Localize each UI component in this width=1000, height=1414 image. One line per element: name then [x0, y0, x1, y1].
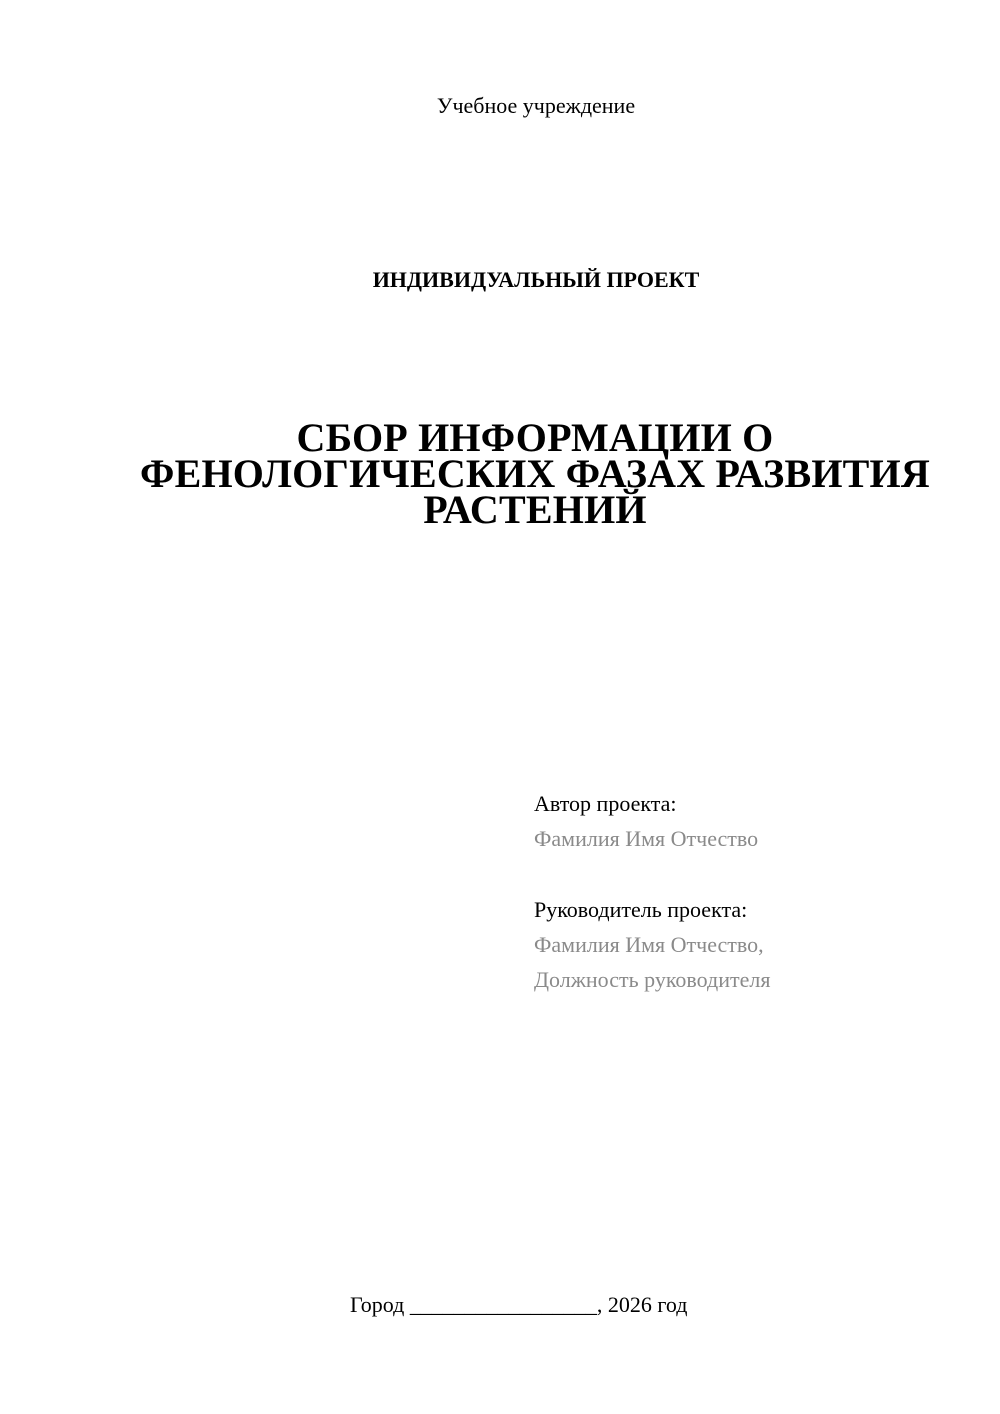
project-title-line: СБОР ИНФОРМАЦИИ О: [296, 415, 774, 460]
project-title: [130, 415, 940, 532]
city-year-line: [350, 1290, 750, 1320]
city-blank-line: _________________: [409, 1292, 597, 1317]
year-text: , 2026 год: [596, 1292, 688, 1317]
author-name: Фамилия Имя Отчество: [534, 826, 759, 851]
author-block: [534, 786, 954, 856]
project-title-line: РАСТЕНИЙ: [423, 487, 647, 532]
author-label: Автор проекта:: [534, 791, 677, 816]
supervisor-name: Фамилия Имя Отчество,: [534, 932, 764, 957]
project-title-line: ФЕНОЛОГИЧЕСКИХ ФАЗАХ РАЗВИТИЯ: [140, 451, 930, 496]
institution-name: Учебное учреждение: [436, 93, 636, 118]
supervisor-block: [534, 892, 954, 997]
project-type: ИНДИВИДУАЛЬНЫЙ ПРОЕКТ: [372, 267, 700, 292]
supervisor-position: Должность руководителя: [534, 967, 771, 992]
city-label: Город: [350, 1292, 405, 1317]
supervisor-label: Руководитель проекта:: [534, 897, 748, 922]
